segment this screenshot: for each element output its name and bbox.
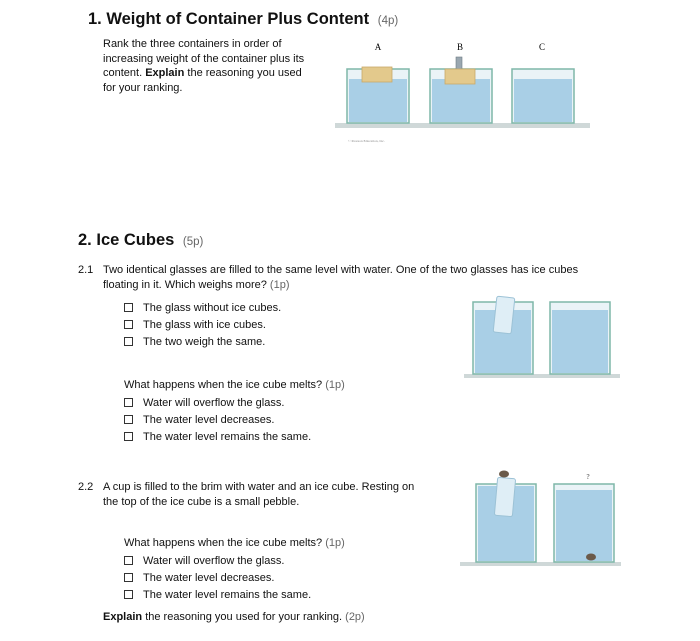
section1-desc-line1: Rank the three containers in order of: [103, 38, 282, 50]
pebble-at-bottom: [586, 554, 596, 561]
container-b-label: B: [456, 42, 464, 52]
q22-text: [103, 480, 453, 509]
option-label: The water level decreases.: [143, 413, 275, 426]
q22-number: 2.2: [78, 481, 94, 493]
q21-text-line1: Two identical glasses are filled to the same level with water. One of the two glasses has ice cubes: [103, 264, 579, 276]
q21-melt-question: [124, 378, 345, 393]
glasses-figure-22: [458, 466, 623, 574]
option-label: Water will overflow the glass.: [143, 396, 285, 409]
section1-desc-line3: [103, 66, 328, 81]
q22-text-line1: A cup is filled to the brim with water and an ice cube. Resting on: [103, 481, 415, 493]
section2-number: 2.: [78, 231, 92, 249]
q21-text: [103, 263, 623, 292]
wood-block-a: [362, 67, 392, 82]
section1-desc-line4: for your ranking.: [103, 81, 183, 94]
containers-figure: [330, 35, 600, 147]
q22-explain-text: the reasoning you used for your ranking.: [145, 611, 343, 623]
checkbox[interactable]: [124, 303, 133, 312]
q22-melt-question-text: What happens when the ice cube melts?: [124, 537, 323, 549]
ice-cube-22: [494, 477, 515, 516]
option-label: The water level remains the same.: [143, 430, 312, 443]
section1-description: [103, 37, 328, 95]
container-a-label: A: [374, 42, 382, 52]
q21-melt-option-2[interactable]: [124, 411, 311, 428]
q22-melt-points: (1p): [325, 537, 345, 549]
checkbox[interactable]: [124, 590, 133, 599]
container-b-water: [432, 79, 490, 122]
q21-options: [124, 299, 281, 350]
q21-number: 2.1: [78, 264, 94, 276]
q22-melt-options: [124, 552, 311, 603]
q22-melt-option-1[interactable]: [124, 552, 311, 569]
explain-emphasis: Explain: [145, 67, 185, 79]
section1-number: 1.: [88, 10, 102, 28]
q21-option-2[interactable]: [124, 316, 281, 333]
section1-points: (4p): [377, 15, 399, 27]
glasses-figure-21: [462, 292, 622, 384]
q21-text-line2: [103, 278, 623, 293]
section1-heading: [88, 10, 398, 29]
glass-without-ice-water: [552, 310, 608, 373]
section1-desc-line2: increasing weight of the container plus its: [103, 52, 305, 65]
q21-melt-option-3[interactable]: [124, 428, 311, 445]
q22-melt-option-3[interactable]: [124, 586, 311, 603]
option-label: The water level decreases.: [143, 571, 275, 584]
q21-option-1[interactable]: [124, 299, 281, 316]
section1-title: Weight of Container Plus Content: [106, 10, 370, 28]
q21-melt-options: [124, 394, 311, 445]
option-label: The two weigh the same.: [143, 335, 266, 348]
q21-melt-question-text: What happens when the ice cube melts?: [124, 379, 323, 391]
container-c-water: [514, 79, 572, 122]
checkbox[interactable]: [124, 415, 133, 424]
q21-melt-points: (1p): [325, 379, 345, 391]
q22-explain-points: (2p): [345, 611, 365, 623]
cup-after-melt-water: [556, 490, 612, 561]
option-label: The glass without ice cubes.: [143, 301, 282, 314]
checkbox[interactable]: [124, 337, 133, 346]
figure-credit: © Pearson Education, Inc.: [348, 139, 385, 143]
section2-heading: [78, 231, 203, 250]
checkbox[interactable]: [124, 432, 133, 441]
option-label: The water level remains the same.: [143, 588, 312, 601]
checkbox[interactable]: [124, 573, 133, 582]
option-label: Water will overflow the glass.: [143, 554, 285, 567]
section1-desc-line3b: the reasoning you used: [187, 67, 302, 79]
ice-cube-21: [493, 296, 515, 334]
checkbox[interactable]: [124, 556, 133, 565]
section2-points: (5p): [182, 236, 204, 248]
q21-points: (1p): [269, 278, 290, 291]
wood-block-b: [445, 69, 475, 84]
q22-text-line2: the top of the ice cube is a small pebble.: [103, 495, 300, 508]
container-c-label: C: [538, 42, 546, 52]
option-label: The glass with ice cubes.: [143, 318, 266, 331]
section2-title: Ice Cubes: [96, 231, 175, 249]
q21-option-3[interactable]: [124, 333, 281, 350]
container-a-water: [349, 79, 407, 122]
q21-text-line2-body: floating in it. Which weighs more?: [103, 278, 267, 291]
q22-melt-option-2[interactable]: [124, 569, 311, 586]
q22-explain: [103, 610, 365, 625]
q22-melt-question: [124, 536, 345, 551]
checkbox[interactable]: [124, 320, 133, 329]
checkbox[interactable]: [124, 398, 133, 407]
q22-explain-bold: Explain: [103, 611, 143, 623]
pebble-on-ice: [499, 471, 509, 478]
q21-melt-option-1[interactable]: [124, 394, 311, 411]
section1-desc-line3a: content.: [103, 67, 143, 79]
question-mark: ?: [586, 473, 590, 481]
